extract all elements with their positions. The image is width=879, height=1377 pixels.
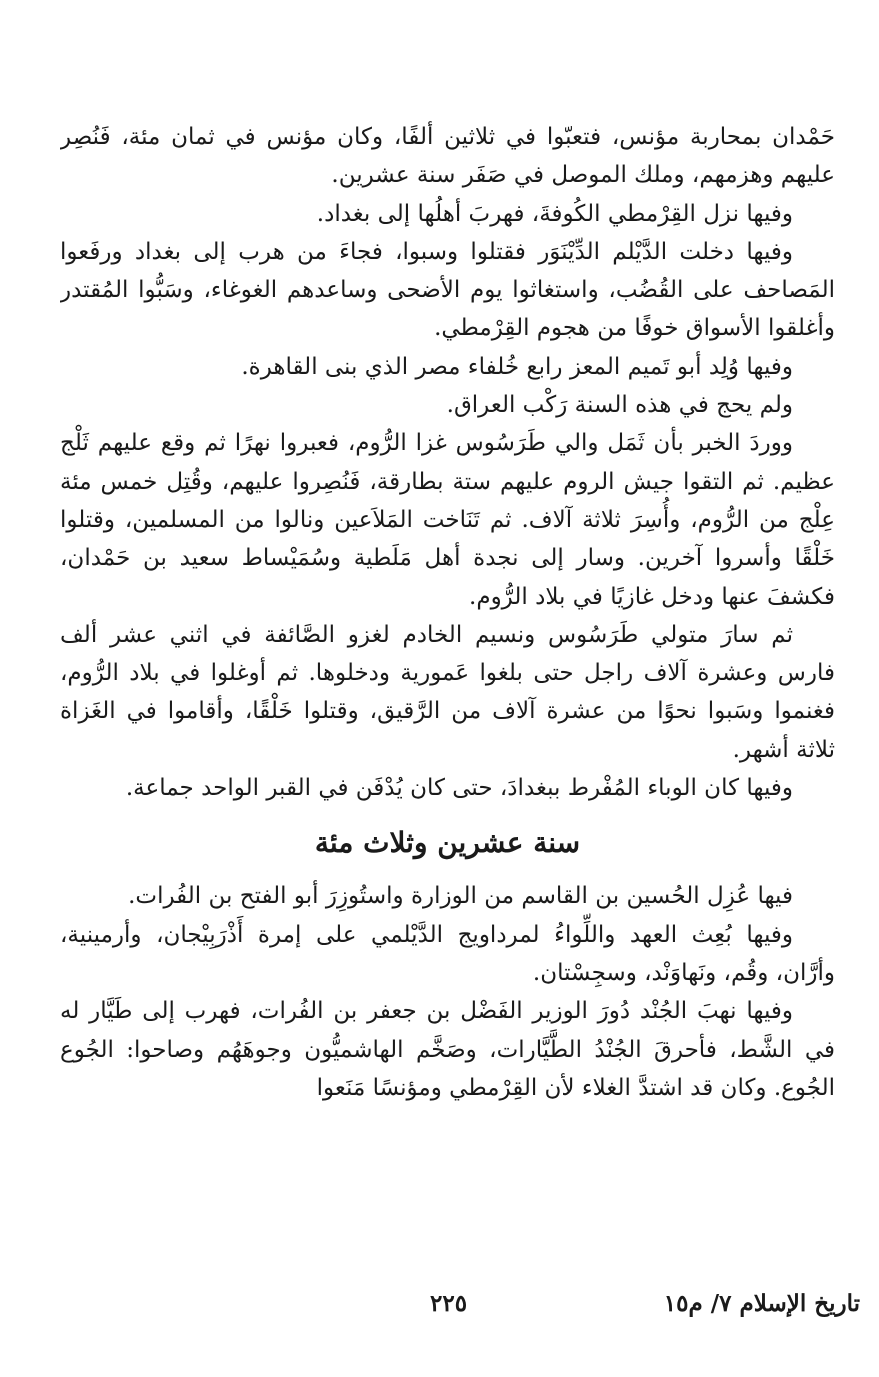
paragraph: وفيها وُلِد أبو تَميم المعز رابع خُلفاء مصر الذي بنى القاهرة. (241, 353, 793, 380)
page-footer (60, 1290, 860, 1330)
text-block-before-heading (60, 118, 835, 807)
paragraph: ثم سارَ متولي طَرَسُوس ونسيم الخادم لغزو الصَّائفة في اثني عشر ألف فارس وعشرة آلاف راجل حتى بلغوا عَمورية ودخلوها. ثم أوغلوا في بلاد الرُّوم، فغنموا وسَبوا نحوًا من عشرة آلاف من الرَّقيق، وقتلوا خَلْقًا، وأقاموا في الغَزاة ثلاثة أشهر. (60, 621, 835, 763)
paragraph: وفيها بُعِث العهد واللِّواءُ لمرداويج الدَّيْلمي على إمرة أَذْرَبِيْجان، وأرمينية، وأرَّان، وقُم، ونَهاوَنْد، وسجِسْتان. (60, 921, 835, 986)
paragraph: وفيها نهبَ الجُنْد دُورَ الوزير الفَضْل بن جعفر بن الفُرات، فهرب إلى طَيَّار له في الشَّط، فأحرقَ الجُنْدُ الطَّيَّارات، وصَخَّم الهاشميُّون وجوهَهُم وصاحوا: الجُوع الجُوع. وكان قد اشتدَّ الغلاء لأن القِرْمطي ومؤنسًا مَنَعوا (60, 998, 835, 1101)
paragraph: وفيها دخلت الدَّيْلم الدِّيْنَوَر فقتلوا وسبوا، فجاءَ من هرب إلى بغداد ورفَعوا المَصاحف على القُضُب، واستغاثوا يوم الأضحى وساعدهم الغوغاء، وسَبُّوا المُقتدر وأغلقوا الأسواق خوفًا من هجوم القِرْمطي. (60, 238, 835, 342)
paragraph: فيها عُزِل الحُسين بن القاسم من الوزارة واستُوزِرَ أبو الفتح بن الفُرات. (128, 883, 793, 910)
page-number: ٢٢٥ (430, 1290, 468, 1317)
paragraph: ولم يحج في هذه السنة رَكْب العراق. (446, 392, 793, 419)
page-body (60, 118, 835, 1248)
paragraph: وفيها كان الوباء المُفْرط ببغدادَ، حتى كان يُدْفَن في القبر الواحد جماعة. (125, 775, 793, 802)
section-heading: سنة عشرين وثلاث مئة (314, 826, 581, 860)
text-block-after-heading (60, 877, 835, 1107)
paragraph: حَمْدان بمحاربة مؤنس، فتعبّوا في ثلاثين ألفًا، وكان مؤنس في ثمان مئة، فَنُصِر عليهم وهزمهم، وملك الموصل في صَفَر سنة عشرين. (60, 124, 835, 189)
paragraph: وفيها نزل القِرْمطي الكُوفةَ، فهربَ أهلُها إلى بغداد. (316, 200, 793, 227)
paragraph: ووردَ الخبر بأن ثَمَل والي طَرَسُوس غزا الرُّوم، فعبروا نهرًا ثم وقع عليهم ثَلْج عظيم. ثم التقوا جيش الروم عليهم ستة بطارقة، فَنُصِروا عليهم، وقُتِل خمس مئة عِلْج من الرُّوم، وأُسِرَ ثلاثة آلاف. ثم تَنَاخت المَلاَعين ونالوا من المسلمين، وقتلوا خَلْقًا وأسروا آخرين. وسار إلى نجدة أهل مَلَطية وسُمَيْساط سعيد بن حَمْدان، فكشفَ عنها ودخل غازيًا في بلاد الرُّوم. (60, 430, 835, 610)
book-signature: تاريخ الإسلام ٧/ م١٥ (663, 1290, 860, 1317)
